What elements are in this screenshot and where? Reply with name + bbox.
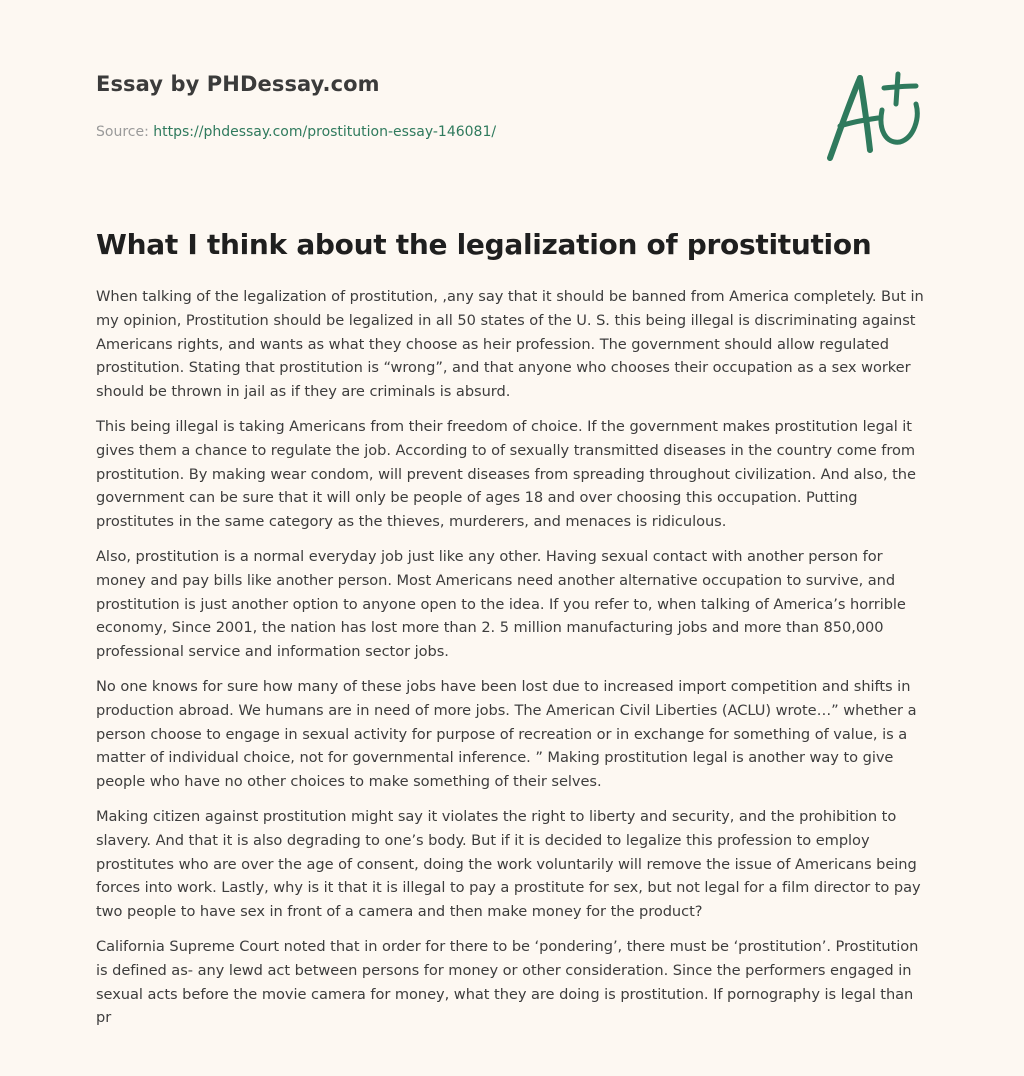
brand-title: Essay by PHDessay.com — [96, 72, 380, 96]
essay-title: What I think about the legalization of prostitution — [96, 228, 872, 261]
a-plus-grade-icon — [820, 66, 930, 166]
source-label: Source: — [96, 124, 149, 140]
essay-body — [96, 285, 928, 1041]
a-plus-logo-svg — [820, 66, 930, 166]
essay-paragraph: California Supreme Court noted that in order for there to be ‘pondering’, there must be ‘prostitution’. Prostitution is defined as- any lewd act between persons for money or other consideration. Since the performers engaged in sexual acts before the movie camera for money, what they are doing is prostitution. If pornography is legal than pr — [96, 937, 919, 1027]
source-line — [96, 124, 796, 140]
source-link[interactable]: https://phdessay.com/prostitution-essay-146081/ — [153, 124, 497, 140]
essay-paragraph: No one knows for sure how many of these jobs have been lost due to increased import competition and shifts in production abroad. We humans are in need of more jobs. The American Civil Liberties (ACLU) wrote…” whether a person choose to engage in sexual activity for purpose of recreation or in exchange for something of value, is a matter of individual choice, not for governmental inference. ” Making prostitution legal is another way to give people who have no other choices to make something of their selves. — [96, 677, 917, 791]
essay-paragraph: This being illegal is taking Americans from their freedom of choice. If the government makes prostitution legal it gives them a chance to regulate the job. According to of sexually transmitted diseases in the country come from prostitution. By making wear condom, will prevent diseases from spreading throughout civilization. And also, the government can be sure that it will only be people of ages 18 and over choosing this occupation. Putting prostitutes in the same category as the thieves, murderers, and menaces is ridiculous. — [96, 417, 916, 531]
essay-paragraph: Making citizen against prostitution might say it violates the right to liberty and security, and the prohibition to slavery. And that it is also degrading to one’s body. But if it is decided to legalize this profession to employ prostitutes who are over the age of consent, doing the work voluntarily will remove the issue of Americans being forces into work. Lastly, why is it that it is illegal to pay a prostitute for sex, but not legal for a film director to pay two people to have sex in front of a camera and then make money for the product? — [96, 807, 921, 921]
page-header — [96, 72, 796, 140]
essay-paragraph: Also, prostitution is a normal everyday job just like any other. Having sexual contact with another person for money and pay bills like another person. Most Americans need another alternative occupation to survive, and prostitution is just another option to anyone open to the idea. If you refer to, when talking of America’s horrible economy, Since 2001, the nation has lost more than 2. 5 million manufacturing jobs and more than 850,000 professional service and information sector jobs. — [96, 547, 906, 661]
essay-paragraph: When talking of the legalization of prostitution, ,any say that it should be banned from America completely. But in my opinion, Prostitution should be legalized in all 50 states of the U. S. this being illegal is discriminating against Americans rights, and wants as what they choose as heir profession. The government should allow regulated prostitution. Stating that prostitution is “wrong”, and that anyone who chooses their occupation as a sex worker should be thrown in jail as if they are criminals is absurd. — [96, 288, 924, 401]
